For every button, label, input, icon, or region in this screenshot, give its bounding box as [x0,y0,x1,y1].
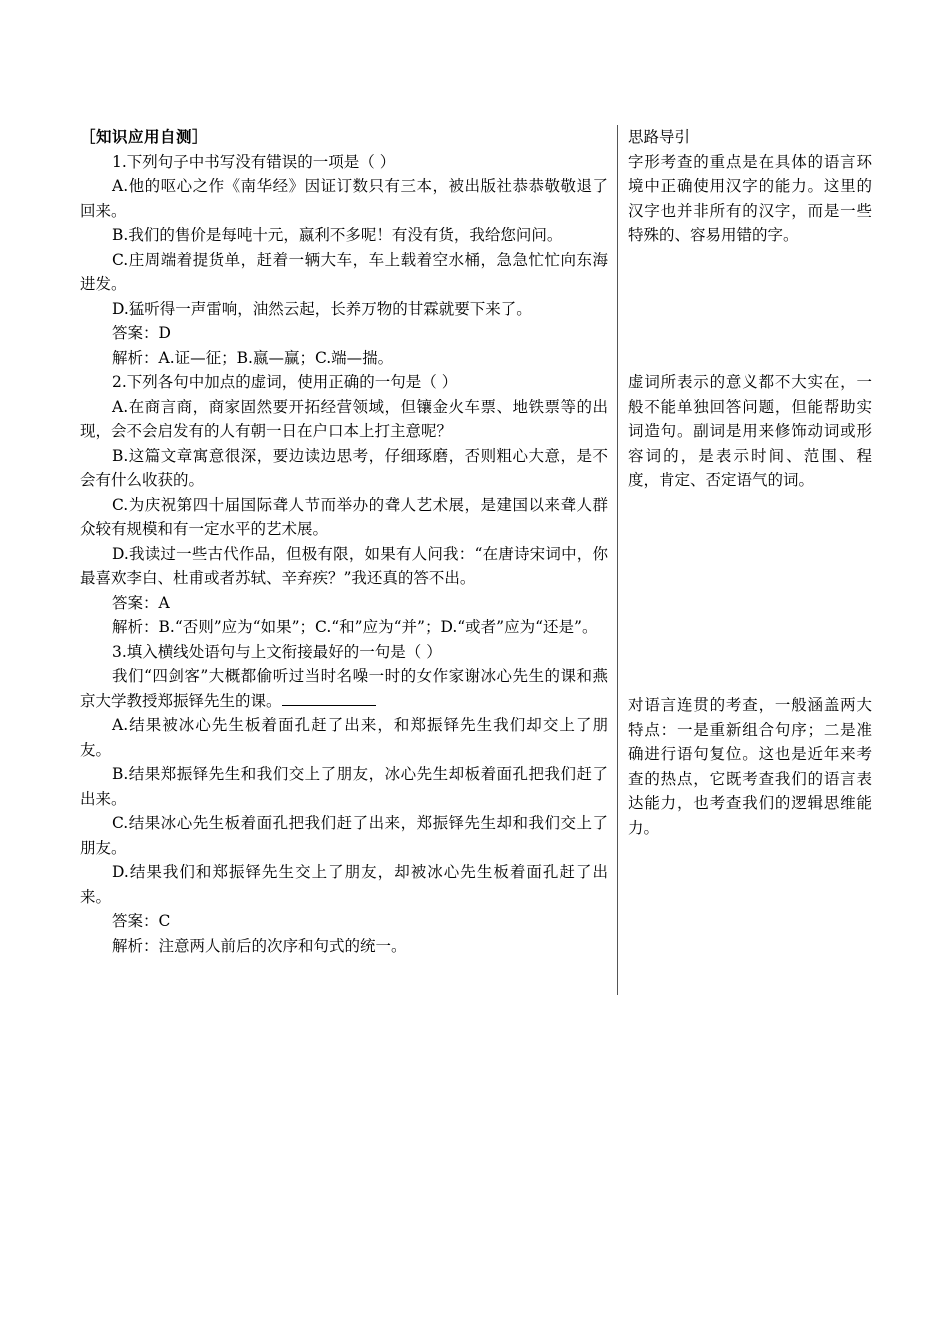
question-2-option-d: D.我读过一些古代作品，但极有限，如果有人问我：“在唐诗宋词中，你最喜欢李白、杜甫或者苏轼、辛弃疾？”我还真的答不出。 [80,544,608,587]
question-3-passage [80,664,608,713]
column-divider [617,125,618,995]
question-1-analysis: 解析：A.证—征；B.嬴—赢；C.端—揣。 [112,348,394,367]
question-3-answer: 答案：C [112,912,171,930]
fill-in-blank [282,690,376,706]
question-3-option-b: B.结果郑振铎先生和我们交上了朋友，冰心先生却板着面孔把我们赶了出来。 [80,765,608,808]
sidebar-note-1: 字形考查的重点是在具体的语言环境中正确使用汉字的能力。这里的汉字也并非所有的汉字，而是一些特殊的、容易用错的字。 [628,152,872,244]
question-2-option-b: B.这篇文章寓意很深，要边读边思考，仔细琢磨，否则粗心大意，是不会有什么收获的。 [80,446,608,489]
question-3-analysis: 解析：注意两人前后的次序和句式的统一。 [112,936,407,955]
question-3-option-c: C.结果冰心先生板着面孔把我们赶了出来，郑振铎先生却和我们交上了朋友。 [80,814,608,857]
sidebar-note-3: 对语言连贯的考查，一般涵盖两大特点：一是重新组合句序；二是准确进行语句复位。这也是近年来考查的热点，它既考查我们的语言表达能力，也考查我们的逻辑思维能力。 [628,696,872,837]
question-1-answer: 答案：D [112,324,171,342]
question-2-answer: 答案：A [112,593,170,612]
sidebar-note-2: 虚词所表示的意义都不大实在，一般不能单独回答问题，但能帮助实词造句。副词是用来修饰动词或形容词的，是表示时间、范围、程度，肯定、否定语气的词。 [628,373,872,489]
question-1-option-a: A.他的呕心之作《南华经》因证订数只有三本，被出版社恭恭敬敬退了回来。 [80,177,608,220]
section-title: ［知识应用自测］ [80,127,209,146]
question-2-stem: 2.下列各句中加点的虚词，使用正确的一句是（ ） [112,373,458,391]
question-2-option-c: C.为庆祝第四十届国际聋人节而举办的聋人艺术展，是建国以来聋人群众较有规模和有一定水平的艺术展。 [80,495,608,538]
question-1-option-c: C.庄周端着提货单，赶着一辆大车，车上载着空水桶，急急忙忙向东海进发。 [80,250,608,293]
question-2-analysis: 解析：B.“否则”应为“如果”；C.“和”应为“并”；D.“或者”应为“还是”。 [112,618,598,636]
question-3-option-a: A.结果被冰心先生板着面孔赶了出来，和郑振铎先生我们却交上了朋友。 [80,716,608,759]
question-1-stem: 1.下列句子中书写没有错误的一项是（ ） [112,152,396,171]
question-3-passage-text: 我们“四剑客”大概都偷听过当时名噪一时的女作家谢冰心先生的课和燕京大学教授郑振铎先生的课。 [80,667,608,710]
question-1-option-b: B.我们的售价是每吨十元，嬴利不多呢！有没有货，我给您问问。 [112,226,563,244]
question-2-option-a: A.在商言商，商家固然要开拓经营领域，但镶金火车票、地铁票等的出现，会不会启发有的人有朝一日在户口本上打主意呢？ [80,397,608,440]
main-column [80,125,608,958]
question-1-option-d: D.猛听得一声雷响，油然云起，长养万物的甘霖就要下来了。 [112,299,532,318]
sidebar-title: 思路导引 [628,128,691,146]
question-3-option-d: D.结果我们和郑振铎先生交上了朋友，却被冰心先生板着面孔赶了出来。 [80,863,608,906]
question-3-stem: 3.填入横线处语句与上文衔接最好的一句是（ ） [112,642,442,661]
